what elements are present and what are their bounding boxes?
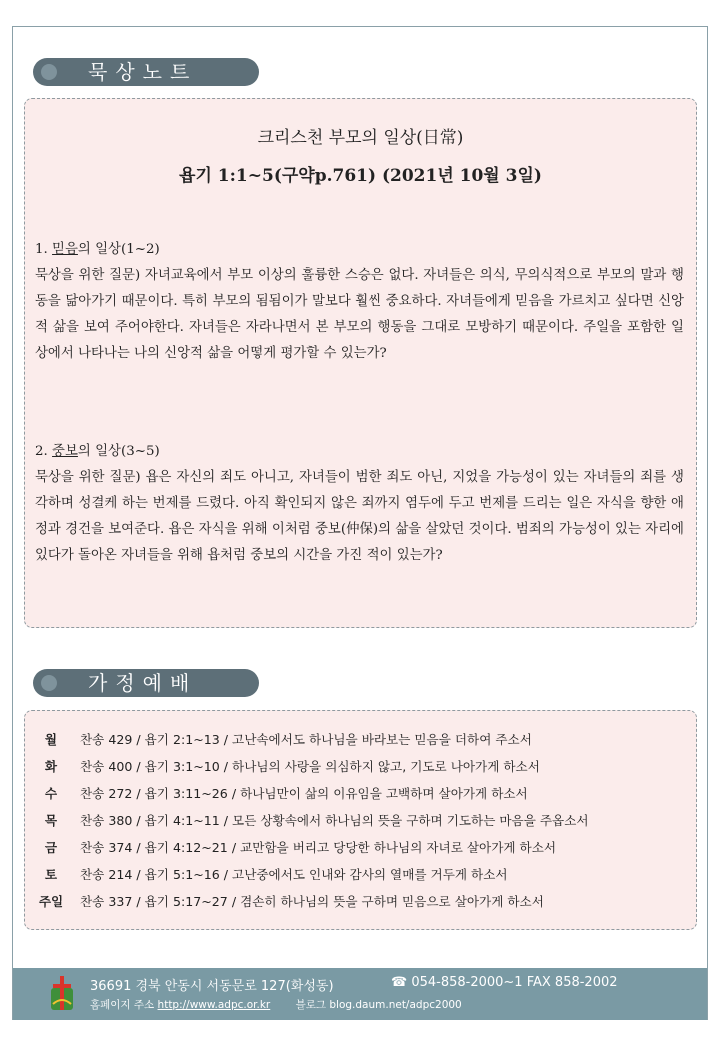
section-tab-label: 가정예배 xyxy=(88,671,198,695)
footer-phone: ☎ 054-858-2000~1 FAX 858-2002 xyxy=(391,975,618,990)
worship-row-fri xyxy=(25,837,696,863)
worship-text: 찬송 400 / 욥기 3:1~10 / 하나님의 사랑을 의심하지 않고, 기도로 나아가게 하소서 xyxy=(80,759,540,774)
worship-day: 주일 xyxy=(38,894,64,909)
footer-links xyxy=(90,997,462,1012)
worship-row-sat xyxy=(25,864,696,890)
footer xyxy=(13,968,707,1020)
worship-day: 화 xyxy=(44,759,58,774)
worship-day: 토 xyxy=(44,867,58,882)
worship-row-wed xyxy=(25,783,696,809)
homepage-link[interactable]: http://www.adpc.or.kr xyxy=(157,999,271,1011)
worship-row-mon xyxy=(25,729,696,755)
section-tab-meditation xyxy=(33,58,259,86)
worship-row-thu xyxy=(25,810,696,836)
worship-day: 금 xyxy=(44,840,58,855)
blog-link[interactable]: blog.daum.net/adpc2000 xyxy=(329,999,462,1011)
section-tab-worship xyxy=(33,669,259,697)
homepage-label: 홈페이지 주소 xyxy=(90,999,155,1011)
point-2-body: 묵상을 위한 질문) 욥은 자신의 죄도 아니고, 자녀들이 범한 죄도 아닌, 지었을 가능성이 있는 자녀들의 죄를 생각하며 성결케 하는 번제를 드렸다. 아직 확인되지 않은 죄까지 염두에 두고 번제를 드리는 일은 자식을 향한 애정과 경건을 보여준다. 욥은 자식을 위해 이처럼 중보(仲保)의 삶을 살았던 것이다. 범죄의 가능성이 있는 자리에 있다가 돌아온 자녀들을 위해 욥처럼 중보의 시간을 가진 적이 있는가? xyxy=(35,470,684,563)
worship-day: 수 xyxy=(44,786,58,801)
worship-text: 찬송 214 / 욥기 5:1~16 / 고난중에서도 인내와 감사의 열매를 거두게 하소서 xyxy=(80,867,508,882)
tab-decoration xyxy=(41,675,57,691)
worship-day: 목 xyxy=(44,813,58,828)
worship-row-tue xyxy=(25,756,696,782)
point-1-heading: 1. 믿음의 일상(1~2) xyxy=(35,242,160,257)
worship-text: 찬송 272 / 욥기 3:11~26 / 하나님만이 삶의 이유임을 고백하며 살아가게 하소서 xyxy=(80,786,528,801)
worship-row-sun xyxy=(25,891,696,917)
family-worship-box xyxy=(24,710,697,930)
footer-address: 36691 경북 안동시 서동문로 127(화성동) xyxy=(90,979,334,994)
point-2 xyxy=(35,439,684,569)
section-tab-label: 묵상노트 xyxy=(88,60,198,84)
worship-text: 찬송 429 / 욥기 2:1~13 / 고난속에서도 하나님을 바라보는 믿음을 더하여 주소서 xyxy=(80,732,532,747)
worship-text: 찬송 337 / 욥기 5:17~27 / 겸손히 하나님의 뜻을 구하며 믿음으로 살아가게 하소서 xyxy=(80,894,544,909)
worship-day: 월 xyxy=(44,732,58,747)
meditation-title: 크리스천 부모의 일상(日常) xyxy=(257,128,464,148)
tab-decoration xyxy=(41,64,57,80)
church-logo-icon xyxy=(47,974,77,1014)
point-2-heading: 2. 중보의 일상(3~5) xyxy=(35,444,160,459)
meditation-subtitle: 욥기 1:1~5(구약p.761) (2021년 10월 3일) xyxy=(179,166,542,186)
worship-text: 찬송 380 / 욥기 4:1~11 / 모든 상황속에서 하나님의 뜻을 구하며 기도하는 마음을 주옵소서 xyxy=(80,813,589,828)
meditation-box xyxy=(24,98,697,628)
worship-text: 찬송 374 / 욥기 4:12~21 / 교만함을 버리고 당당한 하나님의 자녀로 살아가게 하소서 xyxy=(80,840,557,855)
blog-label: 블로그 xyxy=(295,999,327,1011)
point-1 xyxy=(35,237,684,367)
point-1-body: 묵상을 위한 질문) 자녀교육에서 부모 이상의 훌륭한 스승은 없다. 자녀들은 의식, 무의식적으로 부모의 말과 행동을 닮아가기 때문이다. 특히 부모의 됨됨이가 말보다 훨씬 중요하다. 자녀들에게 믿음을 가르치고 싶다면 신앙적 삶을 보여 주어야한다. 자녀들은 자라나면서 본 부모의 행동을 그대로 모방하기 때문이다. 주일을 포함한 일상에서 나타나는 나의 신앙적 삶을 어떻게 평가할 수 있는가? xyxy=(35,268,684,361)
